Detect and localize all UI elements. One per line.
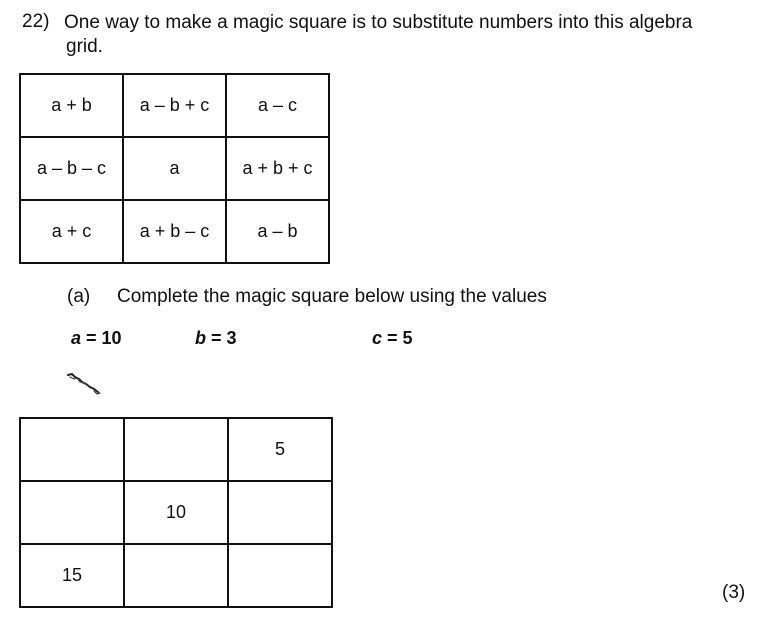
magic-cell[interactable] [20, 481, 124, 544]
algebra-cell: a – b [226, 200, 329, 263]
magic-cell[interactable]: 15 [20, 544, 124, 607]
algebra-cell: a – c [226, 74, 329, 137]
value-a-rest: = 10 [81, 328, 122, 348]
magic-cell[interactable] [228, 481, 332, 544]
algebra-cell: a – b – c [20, 137, 123, 200]
algebra-cell: a – b + c [123, 74, 226, 137]
part-a-instruction: Complete the magic square below using the values [117, 286, 547, 307]
magic-cell[interactable]: 10 [124, 481, 228, 544]
algebra-cell: a + c [20, 200, 123, 263]
magic-cell[interactable]: 5 [228, 418, 332, 481]
value-b-var: b [195, 328, 206, 348]
algebra-grid-row [20, 137, 329, 200]
magic-grid-row [20, 418, 332, 481]
value-a [71, 328, 122, 349]
algebra-cell: a [123, 137, 226, 200]
question-text-line1: One way to make a magic square is to substitute numbers into this algebra [64, 12, 693, 33]
algebra-grid-row [20, 74, 329, 137]
magic-cell[interactable] [228, 544, 332, 607]
algebra-grid [19, 73, 330, 264]
magic-grid-row [20, 481, 332, 544]
magic-cell[interactable] [20, 418, 124, 481]
value-c-rest: = 5 [382, 328, 413, 348]
part-a-label: (a) [67, 286, 91, 307]
value-b-rest: = 3 [206, 328, 237, 348]
question-text [64, 11, 754, 59]
algebra-cell: a + b [20, 74, 123, 137]
algebra-cell: a + b – c [123, 200, 226, 263]
value-a-var: a [71, 328, 82, 348]
magic-square-grid [19, 417, 333, 608]
algebra-cell: a + b + c [226, 137, 329, 200]
value-b [195, 328, 237, 349]
question-text-line2: grid. [66, 36, 103, 57]
marks-label: (3) [722, 582, 746, 603]
algebra-grid-row [20, 200, 329, 263]
question-number: 22) [22, 11, 50, 32]
magic-grid-row [20, 544, 332, 607]
pen-stroke-mark-icon [64, 368, 104, 398]
value-c [372, 328, 413, 349]
value-c-var: c [372, 328, 383, 348]
magic-cell[interactable] [124, 544, 228, 607]
magic-cell[interactable] [124, 418, 228, 481]
